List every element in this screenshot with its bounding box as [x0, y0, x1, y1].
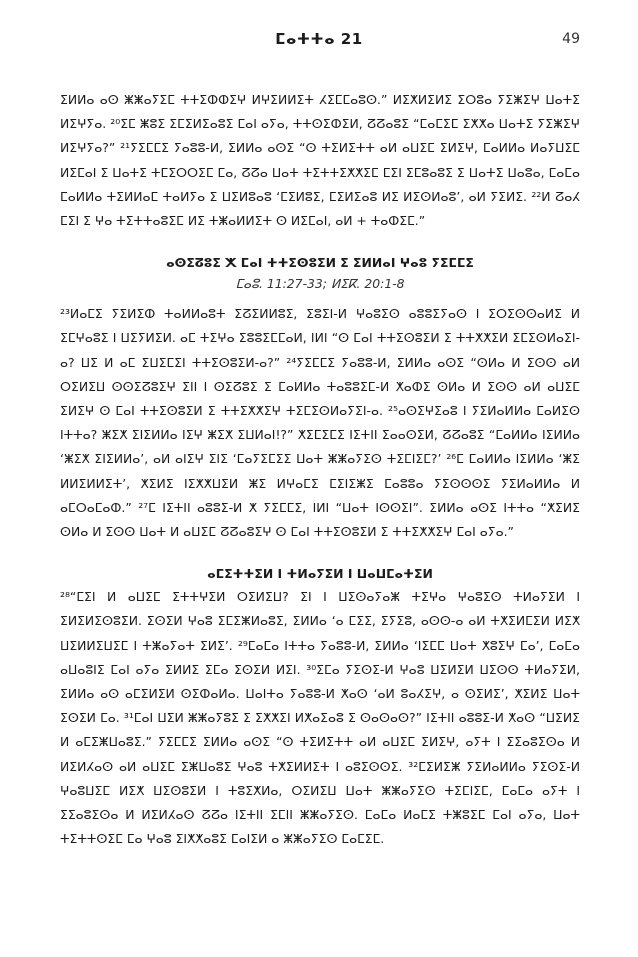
section-heading: ⴰⵎⵉⵜⵜⵉⵍ ⵏ ⵜⵍⴰⵢⵉⵍ ⵏ ⵡⴰⵡⵎⴰⵜⵉⵍ [207, 566, 433, 582]
running-head-title: ⵎⴰⵜⵜⴰ 21 [275, 30, 363, 48]
cross-reference: ⵎⴰⵓ. 11:27-33; ⵍⵉⴽ. 20:1-8 [235, 276, 405, 292]
section-heading: ⴰⵙⵉⵒⵓⵉ ⵅ ⵎⴰⵏ ⵜⵜⵉⵙⵓⵉⵍ ⵉ ⵉⵍⵍⴰⵏ ⵖⴰⵓ ⵢⵉⵎⵎⵉ [166, 255, 474, 271]
page-number: 49 [562, 31, 580, 47]
body-paragraph: ²⁸“ⵎⵉⵏ ⵍ ⴰⵡⵉⵎ ⵉⵜⵜⵖⵉⵍ ⵔⵉⵍⵉⵡ? ⵉⵏ ⵏ ⵡⵉⵙⴰⵢⴰⵥ ⵜⵉⵖⴰ ⵖⴰⵓⵉⵙ ⵜⵍⴰⵢⵉⵍ ⵏ ⵉⵍⵉⵍⵉⵙⵓⵉⵍ. ⵉⵙⵉⵍ ⵖⴰⵓ ⵉⵎⵉⵥⵍⴰⵓⵉ, ⵉⵍⵍⴰ ‘ⴰ ⵎⵉⵉ, ⵉⵢⵉⵓ, ⴰⵙⵙ-ⴰ ⴰⵍ ⵜⵅⵉⵍⵎⵉⵍ ⵍⵉⵅ ⵡⵉⵍⵍⵉⵡⵉⵎ ⵏ ⵜⵥⴰⵢⴰⵜ ⵉⵍⵉ’. ²⁹ⵎⴰⵎⴰ ⵏⵜⵜⴰ ⵢⴰⵓⵓ-ⵍ, ⵉⵍⵍⴰ ‘ⵏⵉⵎⵎ ⵡⴰⵜ ⵅⵓⵉⵖ ⵎⴰ’, ⵎⴰⵎⴰ ⴰⵡⴰⵓⵏⵉ ⵎⴰⵏ ⴰⵢⴰ ⵉⵍⵍⵉ ⵉⵎⴰ ⵉⵙⵉⵍ ⵍⵉⵏ. ³⁰ⵉⵎⴰ ⵢⵉⵙⵉ-ⵍ ⵖⴰⵓ ⵡⵉⵍⵉⵍ ⵡⵉⵙⵙ ⵜⵍⴰⵢⵉⵍ, ⵉⵍⵍⴰ ⴰⵙ ⴰⵎⵉⵍⵉⵍ ⵙⵉⵀⴰⵍⴰ. ⵡⴰⵏⵜⴰ ⵢⴰⵓⵓ-ⵍ ⵅⴰⵙ ‘ⴰⵍ ⵓⴰⵃⵉⵖ, ⴰ ⵙⵉⵍⵉ’, ⵅⵉⵍⵉ ⵡⴰⵜ ⵉⵙⵉⵍ ⵎⴰ. ³¹ⵎⴰⵏ ⵡⵉⵍ ⵥⵥⴰⵢⵓⵉ ⵉ ⵉⵅⵅⵉⵏ ⵍⵅⴰⵉⴰⵓ ⵉ ⵙⴰⵙⴰⵙ?” ⵏⵉⵜⵏⵏ ⴰⵓⵓⵉ-ⵍ ⵅⴰⵙ “ⵡⵉⵍⵉ ⵍ ⴰⵎⵉⵥⵡⴰⵓⵉ.” ⵢⵉⵎⵎⵉ ⵉⵍⵍⴰ ⴰⵙⵉ “ⵙ ⵜⵉⵍⵉⵜⵜ ⴰⵍ ⴰⵡⵉⵎ ⵉⵍⵉⵖ, ⴰⵢⵜ ⵏ ⵉⵉⴰⵓⵉⵙⴰ ⵍ ⵍⵉⵍⵃⴰⵙ ⴰⵍ ⴰⵡⵉⵎ ⵉⵥⵡⴰⵓⵉ ⵖⴰⵓ ⵜⵅⵉⵍⵍⵉⵜ ⵏ ⴰⵓⵉⵙⵙⵉ. ³²ⵎⵉⵍⵉⵥ ⵢⵉⵍⴰⵍⵍⴰ ⵢⵉⵙⵉ-ⵍ ⵖⴰⵓⵡⵉⵎ ⵍⵉⵅ ⵡⵉⵙⵓⵉⵍ ⵏ ⵜⵓⵉⵅⵍⴰ, ⵔⵉⵍⵉⵡ ⵡⴰⵜ ⵥⵥⴰⵢⵉⵙ ⵜⵉⵎⵏⵉⵎ, ⵎⴰⵎⴰ ⴰⵢⵜ ⵏ ⵉⵉⴰⵓⵉⵙⴰ ⵍ ⵍⵉⵍⵃⴰⵙ ⵒⵒⴰ ⵏⵉⵜⵏⵏ ⵉⵎⵏⵏ ⵥⵥⴰⵢⵉⵙ. ⵎⴰⵎⴰ ⵍⴰⵎⵉ ⵜⵥⵓⵉⵎ ⵎⴰⵏ ⴰⵢⴰ, ⵡⴰⵜ ⵜⵉⵜⵜⵙⵉⵎ ⵎⴰ ⵖⴰⵓ ⵉⵏⵅⵅⴰⵓⵉ ⵎⴰⵏⵉⵍ ⴰ ⵥⵥⴰⵢⵉⵙ ⵎⴰⵎⵉⵎ. [60, 589, 580, 847]
body-paragraph: ⵉⵍⵍⴰ ⴰⵙ ⵥⵥⴰⵢⵉⵎ ⵜⵜⵉⵀⵀⵉⵖ ⵍⵖⵉⵍⵍⵉⵜ ⵃⵉⵎⵎⴰⵓⵙ.” ⵍⵉⵅⵍⵉⵍⵉ ⵉⵔⵓⴰ ⵢⵉⵥⵉⵖ ⵡⴰⵜⵉ ⵍⵉⵖⵢⴰ. ²⁰ⵉⵎ ⵥⵓⵉ ⵉⵎⵉⵍⵉⴰⵓⵉ ⵎⴰⵏ ⴰⵢⴰ, ⵜⵜⵙⵉⵀⵉⵍ, ⵒⵒⴰⵓⵉ “ⵎⴰⵎⵉⵎ ⵉⵅⵅⴰ ⵡⴰⵜⵉ ⵢⵉⵥⵉⵖ ⵍⵉⵖⵢⴰ?” ²¹ⵢⵉⵎⵎⵉ ⵢⴰⵓⵓ-ⵍ, ⵉⵍⵍⴰ ⴰⵙⵉ “ⵙ ⵜⵉⵍⵉⵜⵜ ⴰⵍ ⴰⵡⵉⵎ ⵉⵍⵉⵖ, ⵎⴰⵍⵍⴰ ⵍⴰⵢⵡⵉⵎ ⵍⵉⵎⴰⵏ ⵉ ⵡⴰⵜⵉ ⵜⵎⵉⵔⵔⵉⵎ ⵎⴰ, ⵒⵒⴰ ⵡⴰⵜ ⵜⵉⵜⵜⵉⵅⵅⵉⵎ ⵎⵉⵏ ⵉⵎⵓⴰⵓⵉ ⵉ ⵡⴰⵜⵉ ⵡⴰⵓⴰ, ⵎⴰⵎⴰ ⵎⴰⵍⵍⴰ ⵜⵉⵍⵍⴰⵎ ⵜⴰⵍⵢⴰ ⵉ ⵡⵉⵍⵓⴰⵓ ‘ⵎⵉⵍⵓⵉ, ⵎⵉⵍⵉⴰⵓ ⵍⵉ ⵍⵉⵙⵍⴰⵓ’, ⴰⵍ ⵢⵉⵍⵉ. ²²ⵍ ⵒⴰⵃ ⵎⵉⵏ ⵉ ⵖⴰ ⵜⵉⵜⵜⴰⵓⵉⵎ ⵍⵉ ⵜⵥⴰⵍⵍⵉⵜ ⵙ ⵍⵉⵎⴰⵏ, ⴰⵍ + ⵜⴰⵀⵉⵎ.” [60, 92, 580, 229]
running-head [0, 30, 638, 52]
body-paragraph: ²³ⵍⴰⵎⵉ ⵢⵉⵍⵉⵀ ⵜⴰⵍⵍⴰⵓⵜ ⵉⵒⵉⵍⵍⵓⵉ, ⵉⵓⵉⵏ-ⵍ ⵖⴰⵓⵉⵙ ⴰⵓⵓⵉⵢⴰⵙ ⵏ ⵉⵔⵉⵙⵙⴰⵍⵉ ⵍ ⵉⵎⵖⴰⵓⵉ ⵏ ⵡⵉⵢⵍⵉⵍ. ⴰⵎ ⵜⵉⵖⴰ ⵉⵓⵓⵉⵎⵎⴰⵍ, ⵏⵍⵏ “ⵙ ⵎⴰⵏ ⵜⵜⵉⵙⵓⵉⵍ ⵉ ⵜⵜⵅⵅⵉⵍ ⵉⵎⵉⵙⵍⴰⵉⵏ-ⴰ? ⵡⵉ ⵍ ⴰⵎ ⵉⵡⵉⵎⵉⵏ ⵜⵜⵉⵙⵓⵉⵍ-ⴰ?” ²⁴ⵢⵉⵎⵎⵉ ⵢⴰⵓⵓ-ⵍ, ⵉⵍⵍⴰ ⴰⵙⵉ “ⵙⵍⴰ ⵍ ⵉⵙⵙ ⴰⵍ ⵔⵉⵍⵉⵡ ⵙⵙⵉⵒⵓⵉⵖ ⵉⵏⵏ ⵏ ⵙⵉⵒⵓⵉ ⵉ ⵎⴰⵍⵍⴰ ⵜⴰⵓⵓⵉⵎ-ⵍ ⵅⴰⵀⵉ ⵙⵍⴰ ⵍ ⵉⵙⵙ ⴰⵍ ⴰⵡⵉⵎ ⵉⵍⵉⵖ ⵙ ⵎⴰⵏ ⵜⵜⵉⵙⵓⵉⵍ ⵉ ⵜⵜⵉⵅⵅⵉⵖ ⵜⵉⵎⵉⵙⵍⴰⵢⵉⵏ-ⴰ. ²⁵ⴰⵙⵉⵖⵉⴰⵓ ⵏ ⵢⵉⵍⴰⵍⵍⴰ ⵎⴰⵍⵉⵙ ⵏⵜⵜⴰ? ⵥⵉⵅ ⵉⵏⵉⵍⵍⴰ ⵏⵉⵖ ⵥⵉⵅ ⵉⵡⵍⴰⵏ!?” ⵅⵉⵎⵉⵎⵉ ⵏⵉⵜⵏⵏ ⵉⴰⴰⵙⵉⵍ, ⵒⵒⴰⵓⵉ “ⵎⴰⵍⵍⴰ ⵏⵉⵍⵍⴰ ‘ⵥⵉⵅ ⵉⵏⵉⵍⵍⴰ’, ⴰⵍ ⴰⵏⵉⵖ ⵉⵏⵉ ‘ⵎⴰⵢⵉⵎⵉⵉ ⵡⴰⵜ ⵥⵥⴰⵢⵉⵙ ⵜⵉⵎⵏⵉⵎ?’ ²⁶ⵎ ⵎⴰⵍⵍⴰ ⵏⵉⵍⵍⴰ ‘ⵥⵉ ⵍⵍⵉⵍⵍⵉⵜ’, ⵅⵉⵍⵉ ⵏⵉⵅⵅⵡⵉⵍ ⵥⵉ ⵍⵖⴰⵎⵉ ⵎⵉⵏⵉⵥⵉ ⵎⴰⵓⵓⴰ ⵢⵉⵙⵙⵙⵉ ⵢⵉⵍⴰⵍⵍⴰ ⵍ ⴰⵎⵔⴰⵎⴰⵀ.” ²⁷ⵎ ⵏⵉⵜⵏⵏ ⴰⵓⵓⵉ-ⵍ ⵅ ⵢⵉⵎⵎⵉ, ⵏⵍⵏ “ⵡⴰⵜ ⵏⵙⵙⵉⵏ”. ⵉⵍⵍⴰ ⴰⵙⵉ ⵏⵜⵜⴰ “ⵅⵉⵍⵉ ⵙⵍⴰ ⵍ ⵉⵙⵙ ⵡⴰⵜ ⵍ ⴰⵡⵉⵎ ⵒⵒⴰⵓⵉⵖ ⵙ ⵎⴰⵏ ⵜⵜⵉⵙⵓⵉⵍ ⵉ ⵜⵜⵉⵅⵅⵉⵖ ⵎⴰⵏ ⴰⵢⴰ.” [60, 306, 580, 540]
section-gap [60, 544, 580, 563]
section-gap [60, 233, 580, 252]
page-body [60, 88, 580, 851]
